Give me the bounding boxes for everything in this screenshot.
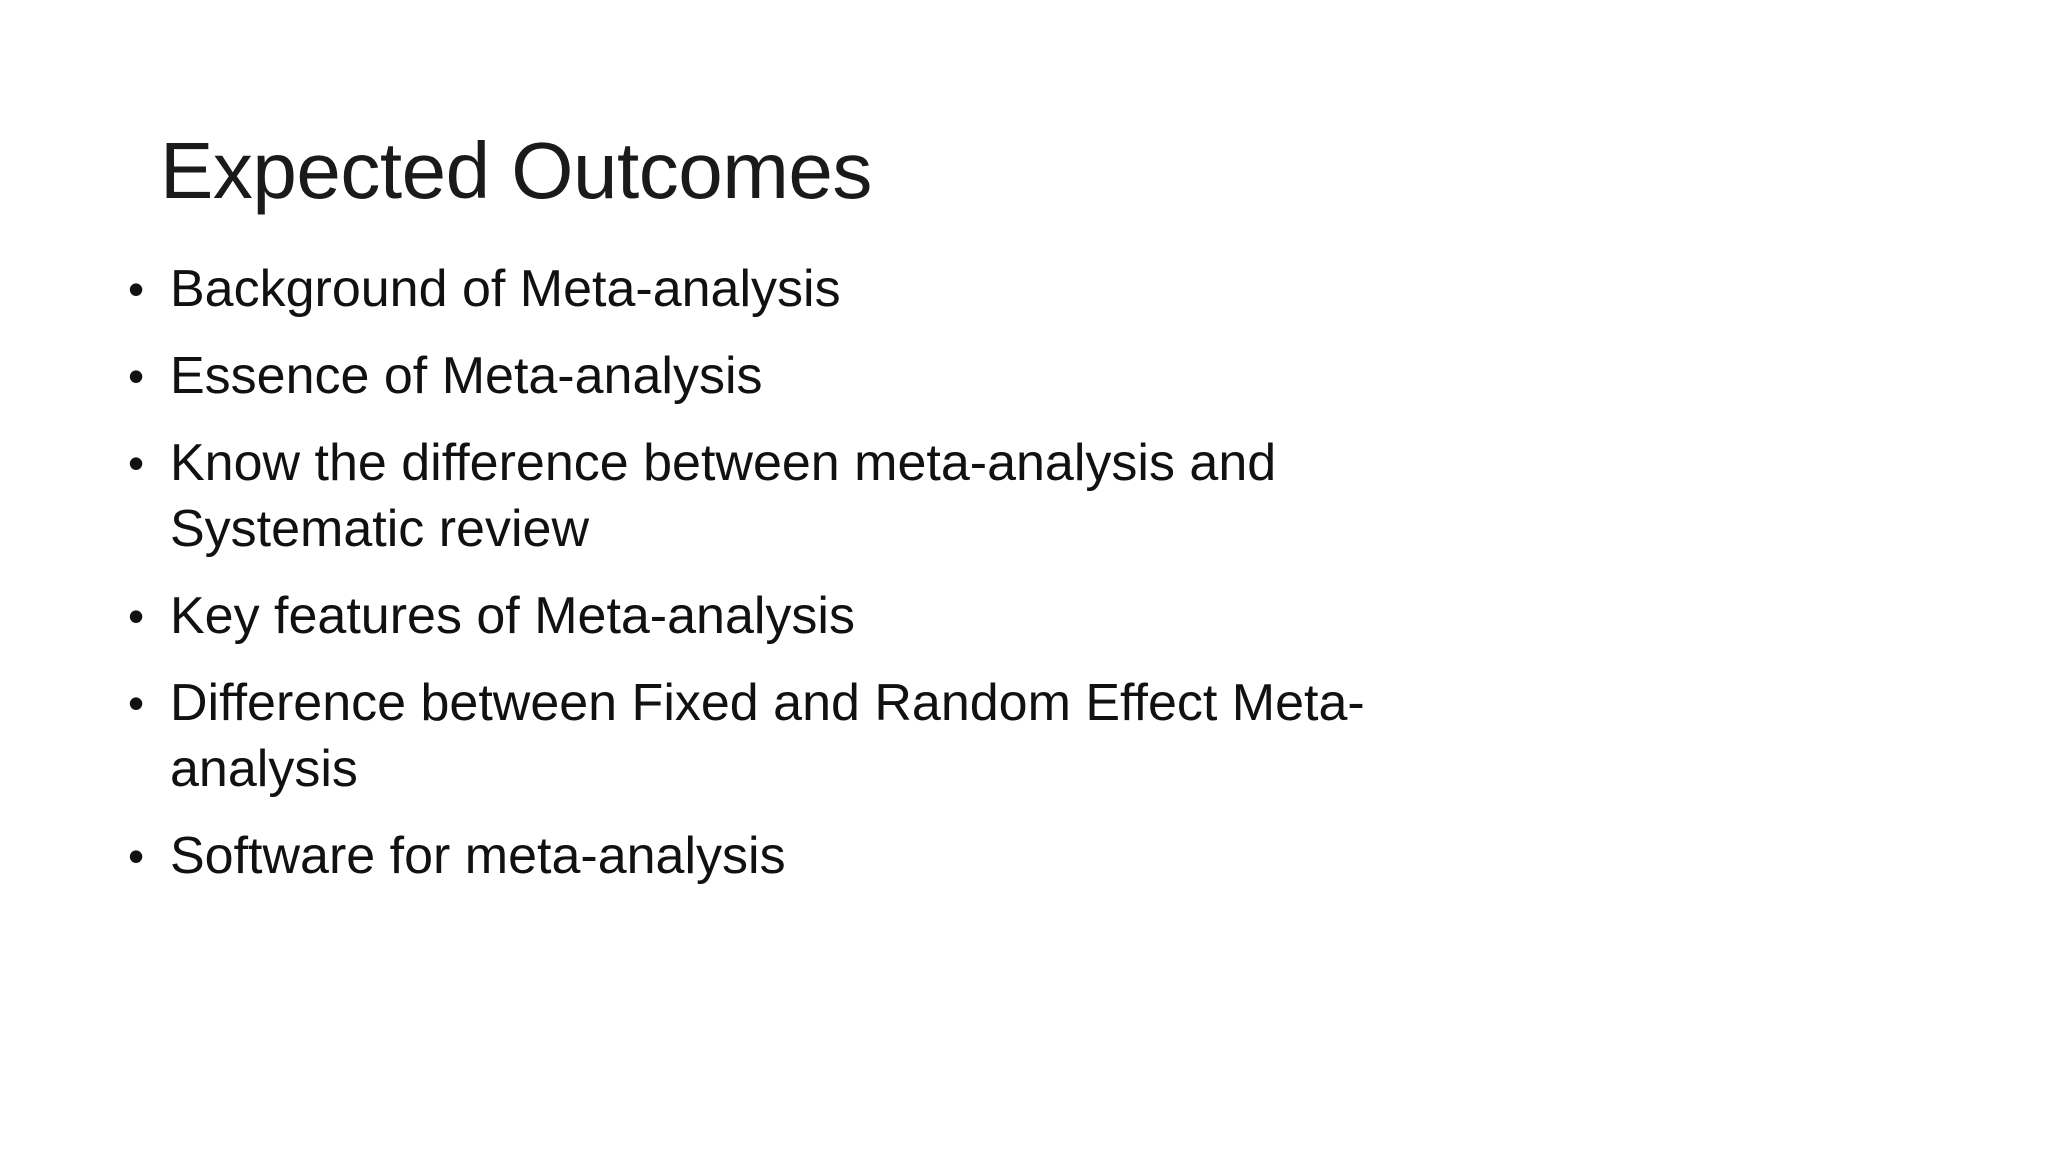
bullet-icon: • [128, 437, 145, 489]
bullet-item-difference-systematic-review [128, 430, 1478, 562]
bullet-text: Difference between Fixed and Random Effect Meta-analysis [170, 674, 1365, 798]
bullet-item-background [128, 256, 1478, 322]
bullet-item-fixed-random-effect [128, 670, 1478, 802]
slide-title: Expected Outcomes [160, 126, 872, 215]
bullet-text: Background of Meta-analysis [170, 260, 841, 318]
bullet-item-essence [128, 343, 1478, 409]
bullet-text: Key features of Meta-analysis [170, 587, 855, 645]
bullet-icon: • [128, 677, 145, 729]
bullet-text: Essence of Meta-analysis [170, 347, 763, 405]
bullet-icon: • [128, 590, 145, 642]
bullet-icon: • [128, 830, 145, 882]
bullet-item-key-features [128, 583, 1478, 649]
bullet-icon: • [128, 350, 145, 402]
bullet-text: Know the difference between meta-analysis and Systematic review [170, 434, 1277, 558]
bullet-item-software [128, 823, 1478, 889]
bullet-list [128, 256, 1478, 910]
bullet-icon: • [128, 263, 145, 315]
bullet-text: Software for meta-analysis [170, 827, 786, 885]
